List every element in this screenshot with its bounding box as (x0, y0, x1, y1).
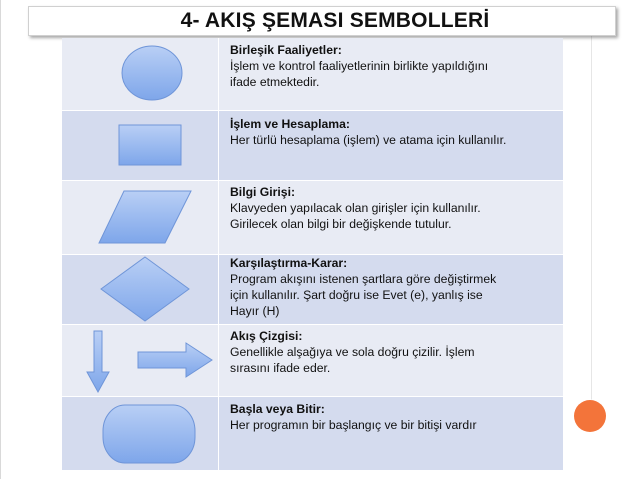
table-row (62, 324, 563, 396)
row-divider (62, 110, 563, 111)
row-heading: Bilgi Girişi: (230, 185, 296, 199)
row-heading: Başla veya Bitir: (230, 402, 325, 416)
decorative-line (591, 36, 592, 400)
row-heading: İşlem ve Hesaplama: (230, 117, 350, 131)
decorative-circle (574, 400, 606, 432)
table-row (62, 110, 563, 180)
row-divider (62, 180, 563, 181)
row-divider (62, 254, 563, 255)
symbols-table (62, 38, 563, 470)
row-body: Her türlü hesaplama (işlem) ve atama için kullanılır. (230, 133, 507, 147)
row-divider (62, 324, 563, 325)
row-text (230, 328, 560, 376)
arrows-shape (86, 330, 214, 394)
ellipse-shape (120, 44, 184, 102)
arrow-right-icon (138, 343, 212, 377)
row-body: Her programın bir başlangıç ve bir bitişi vardır (230, 418, 477, 432)
row-body: Genellikle alşağıya ve sola doğru çizilir. İşlem sırasını ifade eder. (230, 345, 475, 375)
parallelogram-shape (98, 190, 192, 244)
row-heading: Akış Çizgisi: (230, 329, 303, 343)
table-row (62, 38, 563, 110)
table-row (62, 396, 563, 470)
row-text (230, 401, 560, 433)
title-bar (28, 6, 616, 36)
rectangle-shape (118, 124, 182, 166)
row-text (230, 184, 560, 232)
row-body: Klavyeden yapılacak olan girişler için kullanılır. Girilecek olan bilgi bir değişkende tutulur. (230, 201, 481, 231)
slide-title: 4- AKIŞ ŞEMASI SEMBOLLERİ (180, 9, 490, 32)
row-heading: Birleşik Faaliyetler: (230, 43, 342, 57)
row-text (230, 116, 560, 148)
row-text (230, 255, 560, 319)
row-text (230, 42, 560, 90)
table-row (62, 254, 563, 324)
row-heading: Karşılaştırma-Karar: (230, 256, 348, 270)
arrow-down-icon (87, 331, 109, 392)
column-divider (218, 38, 219, 470)
row-divider (62, 396, 563, 397)
row-body: İşlem ve kontrol faaliyetlerinin birlikte yapıldığını ifade etmektedir. (230, 59, 489, 89)
table-row (62, 180, 563, 254)
rounded-rectangle-shape (102, 404, 196, 464)
row-body: Program akışını istenen şartlara göre değiştirmek için kullanılır. Şart doğru ise Evet (e), yanlış ise Hayır (H) (230, 272, 497, 318)
diamond-shape (100, 256, 190, 322)
